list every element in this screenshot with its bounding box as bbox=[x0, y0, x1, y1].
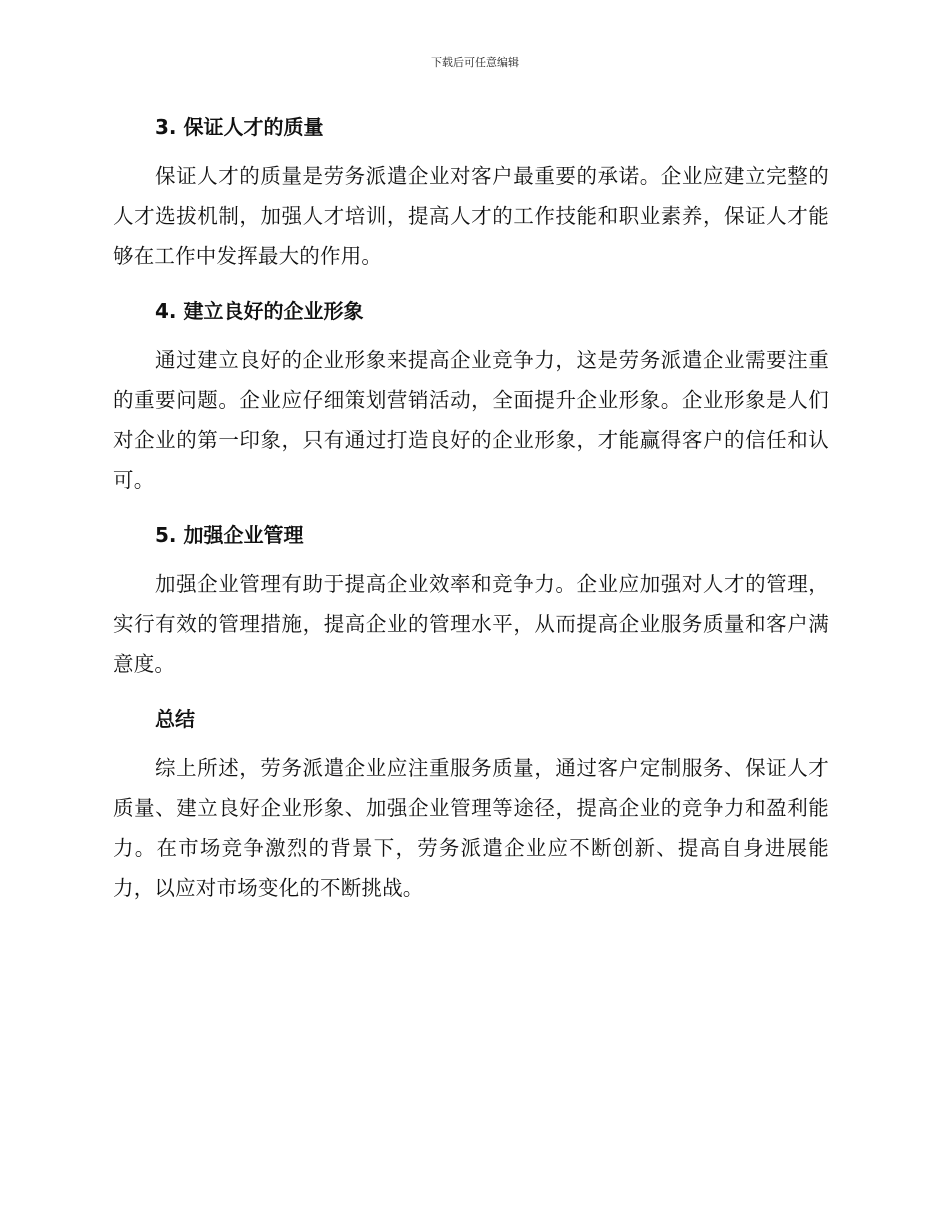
section-heading: 5. 加强企业管理 bbox=[155, 523, 304, 547]
section-management bbox=[113, 518, 829, 684]
section-image bbox=[113, 294, 829, 500]
section-paragraph: 通过建立良好的企业形象来提高企业竞争力，这是劳务派遣企业需要注重的重要问题。企业应仔细策划营销活动，全面提升企业形象。企业形象是人们对企业的第一印象，只有通过打造良好的企业形象，才能赢得客户的信任和认可。 bbox=[113, 348, 829, 492]
section-heading: 4. 建立良好的企业形象 bbox=[155, 299, 364, 323]
section-quality bbox=[113, 110, 829, 276]
section-summary bbox=[113, 702, 829, 908]
section-paragraph: 保证人才的质量是劳务派遣企业对客户最重要的承诺。企业应建立完整的人才选拔机制，加强人才培训，提高人才的工作技能和职业素养，保证人才能够在工作中发挥最大的作用。 bbox=[113, 164, 829, 268]
section-heading: 3. 保证人才的质量 bbox=[155, 115, 324, 139]
section-paragraph: 加强企业管理有助于提高企业效率和竞争力。企业应加强对人才的管理，实行有效的管理措施，提高企业的管理水平，从而提高企业服务质量和客户满意度。 bbox=[113, 572, 829, 676]
document-body bbox=[113, 110, 829, 926]
section-paragraph: 综上所述，劳务派遣企业应注重服务质量，通过客户定制服务、保证人才质量、建立良好企业形象、加强企业管理等途径，提高企业的竞争力和盈利能力。在市场竞争激烈的背景下，劳务派遣企业应不断创新、提高自身进展能力，以应对市场变化的不断挑战。 bbox=[113, 756, 829, 900]
page-header: 下载后可任意编辑 bbox=[431, 56, 519, 69]
section-heading: 总结 bbox=[155, 707, 195, 731]
